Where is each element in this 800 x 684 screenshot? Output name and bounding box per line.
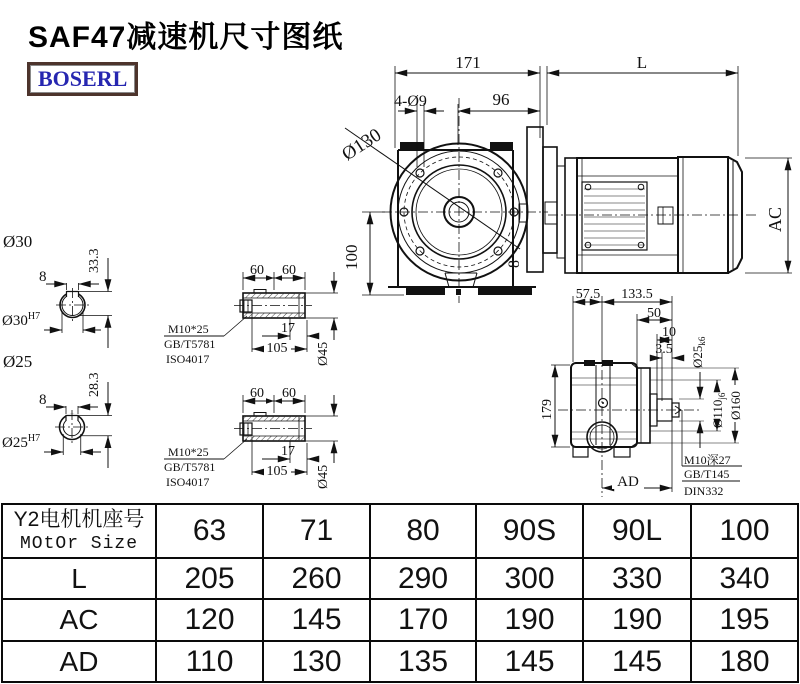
label-bore25-fit: $Ø25^{H7}$ [2, 433, 41, 451]
dim-179: 179 [540, 399, 555, 420]
cell-AC-80: 170 [370, 599, 476, 641]
motor-view [548, 157, 758, 273]
dim-dia45-1: Ø45 [316, 341, 331, 366]
cell-L-90S: 300 [476, 558, 583, 599]
dim-8: 8 [506, 260, 523, 268]
label-tap-std2: DIN332 [684, 484, 724, 498]
cell-AD-71: 130 [263, 641, 370, 682]
page-title: SAF47减速机尺寸图纸 [28, 21, 344, 54]
dim-60b-1: 60 [282, 263, 296, 278]
dim-100: 100 [342, 244, 361, 270]
header-motor-size-cn: Y2电机机座号 [13, 507, 145, 531]
header-motor-size [2, 504, 156, 558]
cell-AD-90L: 145 [583, 641, 691, 682]
label-dia25: Ø25 [3, 352, 33, 371]
row-label-AC: AC [2, 599, 156, 641]
cell-L-90L: 330 [583, 558, 691, 599]
dim-key-depth-1: 33.3 [87, 248, 102, 273]
col-90L: 90L [583, 504, 691, 558]
label-std1-2: GB/T5781 [164, 460, 216, 474]
cell-AD-63: 110 [156, 641, 263, 682]
label-tap: M10深27 [684, 453, 731, 467]
dim-AC: AC [765, 206, 785, 232]
dim-171: 171 [455, 53, 481, 72]
dim-AD: AD [617, 474, 639, 490]
cell-AC-90S: 190 [476, 599, 583, 641]
cell-L-63: 205 [156, 558, 263, 599]
cell-AD-100: 180 [691, 641, 798, 682]
motor-dimension-table [1, 503, 799, 683]
label-std1-1: GB/T5781 [164, 337, 216, 351]
cell-AC-100: 195 [691, 599, 798, 641]
label-screw-1: M10*25 [168, 322, 209, 336]
dim-key-width-2: 8 [39, 392, 47, 408]
dim-shaft-dia: $Ø25_{k6}$ [690, 336, 707, 368]
cell-AD-90S: 145 [476, 641, 583, 682]
dim-3-5: 3.5 [655, 342, 673, 357]
dim-17-1: 17 [281, 321, 295, 336]
front-view [345, 98, 565, 303]
col-100: 100 [691, 504, 798, 558]
dim-60a-1: 60 [250, 263, 264, 278]
dim-bolt-holes: 4-Ø9 [394, 93, 427, 110]
dim-spigot-dia: $Ø110_{j6}$ [710, 392, 727, 428]
cell-L-100: 340 [691, 558, 798, 599]
label-tap-std1: GB/T145 [684, 467, 730, 481]
col-90S: 90S [476, 504, 583, 558]
col-80: 80 [370, 504, 476, 558]
dim-key-depth-2: 28.3 [87, 372, 102, 397]
dim-10: 10 [662, 325, 676, 340]
dim-flange-od: Ø160 [728, 391, 743, 420]
label-dia30: Ø30 [3, 232, 33, 251]
col-63: 63 [156, 504, 263, 558]
dim-105-1: 105 [266, 341, 288, 356]
dim-57-5: 57.5 [575, 287, 601, 302]
table-row-L [2, 558, 798, 599]
dim-key-width-1: 8 [39, 269, 47, 285]
label-screw-2: M10*25 [168, 445, 209, 459]
cell-L-80: 290 [370, 558, 476, 599]
dim-60a-2: 60 [250, 386, 264, 401]
table-row-AC [2, 599, 798, 641]
dim-105-2: 105 [266, 464, 288, 479]
header-motor-size-en: MOtOr Size [19, 533, 139, 554]
brand-logo-text: BOSERL [38, 66, 128, 91]
row-label-AD: AD [2, 641, 156, 682]
cell-AC-90L: 190 [583, 599, 691, 641]
col-71: 71 [263, 504, 370, 558]
row-label-L: L [2, 558, 156, 599]
label-std2-1: ISO4017 [166, 352, 210, 366]
cell-AD-80: 135 [370, 641, 476, 682]
dim-L: L [636, 53, 648, 72]
cell-AC-63: 120 [156, 599, 263, 641]
dim-flange-dia: Ø130 [338, 124, 386, 166]
label-std2-2: ISO4017 [166, 475, 210, 489]
table-row-header [2, 504, 798, 558]
dim-dia45-2: Ø45 [316, 464, 331, 489]
cell-AC-71: 145 [263, 599, 370, 641]
dim-60b-2: 60 [282, 386, 296, 401]
dim-96: 96 [492, 90, 510, 109]
dim-50: 50 [647, 306, 661, 321]
dim-133-5: 133.5 [621, 287, 653, 302]
dim-17-2: 17 [281, 444, 295, 459]
table-row-AD [2, 641, 798, 682]
label-bore30-fit: $Ø30^{H7}$ [2, 311, 41, 329]
cell-L-71: 260 [263, 558, 370, 599]
